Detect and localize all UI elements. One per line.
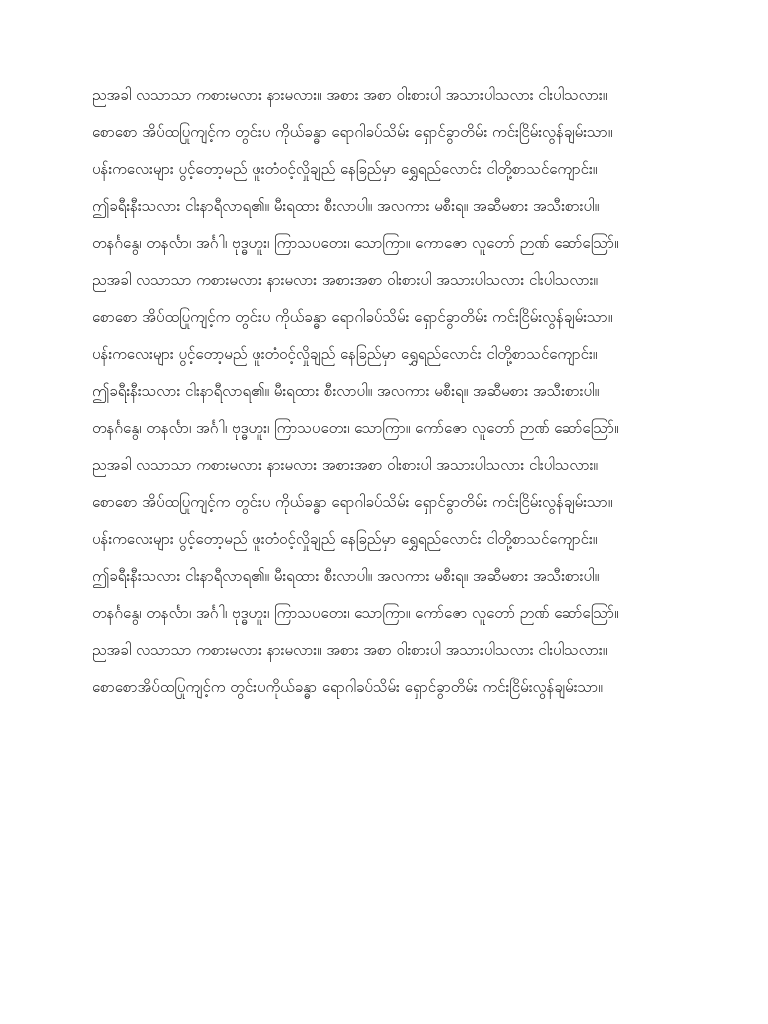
paragraph-3: ပန်းကလေးများ ပွင့်တော့မည် ဖူးတံဝင့်လှိုချည် နေခြည်မှာ ရွှေရည်လောင်း ငါတို့စာသင်ကျောင်း။ <box>92 160 598 178</box>
paragraph-14: ဤခရီးနီးသလား ငါးနာရီလာရ၏။ မီးရထား စီးလာပါ။ အလကား မစီးရ။ အဆီမစား အသီးစားပါ။ <box>92 567 600 585</box>
paragraph-10: တနင်္ဂနွေ၊ တနင်္လာ၊ အင်္ဂါ၊ ဗုဒ္ဓဟူး၊ ကြာသပတေး၊ သောကြာ။ ကော်ဇော လူတော် ဉာဏ် ဆော်သြော်။ <box>92 419 619 437</box>
paragraph-17: စောစောအိပ်ထပြုကျင့်က တွင်းပကိုယ်ခန္ဓာ ရောဂါခပ်သိမ်း ရှောင်ခွာတိမ်း ကင်းငြိမ်းလွန်ချမ်းသာ။ <box>92 678 603 696</box>
paragraph-8: ပန်းကလေးများ ပွင့်တော့မည် ဖူးတံဝင့်လှိုချည် နေခြည်မှာ ရွှေရည်လောင်း ငါတို့စာသင်ကျောင်း။ <box>92 345 598 363</box>
paragraph-1: ညအခါ လသာသာ ကစားမလား နားမလား။ အစား အစာ ဝါးစားပါ အသားပါသလား ငါးပါသလား။ <box>92 86 608 104</box>
paragraph-13: ပန်းကလေးများ ပွင့်တော့မည် ဖူးတံဝင့်လှိုချည် နေခြည်မှာ ရွှေရည်လောင်း ငါတို့စာသင်ကျောင်း။ <box>92 530 598 548</box>
paragraph-12: စောစော အိပ်ထပြုကျင့်က တွင်းပ ကိုယ်ခန္ဓာ ရောဂါခပ်သိမ်း ရှောင်ခွာတိမ်း ကင်းငြိမ်းလွန်ချမ်းသာ။ <box>92 493 613 511</box>
paragraph-7: စောစော အိပ်ထပြုကျင့်က တွင်းပ ကိုယ်ခန္ဓာ ရောဂါခပ်သိမ်း ရှောင်ခွာတိမ်း ကင်းငြိမ်းလွန်ချမ်းသာ။ <box>92 308 613 326</box>
paragraph-16: ညအခါ လသာသာ ကစားမလား နားမလား။ အစား အစာ ဝါးစားပါ အသားပါသလား ငါးပါသလား။ <box>92 641 608 659</box>
paragraph-6: ညအခါ လသာသာ ကစားမလား နားမလား အစားအစာ ဝါးစားပါ အသားပါသလား ငါးပါသလား။ <box>92 271 598 289</box>
paragraph-4: ဤခရီးနီးသလား ငါးနာရီလာရ၏။ မီးရထား စီးလာပါ။ အလကား မစီးရ။ အဆီမစား အသီးစားပါ။ <box>92 197 600 215</box>
paragraph-9: ဤခရီးနီးသလား ငါးနာရီလာရ၏။ မီးရထား စီးလာပါ။ အလကား မစီးရ။ အဆီမစား အသီးစားပါ။ <box>92 382 600 400</box>
paragraph-15: တနင်္ဂနွေ၊ တနင်္လာ၊ အင်္ဂါ၊ ဗုဒ္ဓဟူး၊ ကြာသပတေး၊ သောကြာ။ ကော်ဇော လူတော် ဉာဏ် ဆော်သြော်။ <box>92 604 619 622</box>
paragraph-11: ညအခါ လသာသာ ကစားမလား နားမလား အစားအစာ ဝါးစားပါ အသားပါသလား ငါးပါသလား။ <box>92 456 598 474</box>
document-page <box>92 84 692 713</box>
paragraph-5: တနင်္ဂနွေ၊ တနင်္လာ၊ အင်္ဂါ၊ ဗုဒ္ဓဟူး၊ ကြာသပတေး၊ သောကြာ။ ကောဇော လူတော် ဉာဏ် ဆော်သြော်။ <box>92 234 619 252</box>
paragraph-2: စောစော အိပ်ထပြုကျင့်က တွင်းပ ကိုယ်ခန္ဓာ ရောဂါခပ်သိမ်း ရှောင်ခွာတိမ်း ကင်းငြိမ်းလွန်ချမ်းသာ။ <box>92 123 613 141</box>
